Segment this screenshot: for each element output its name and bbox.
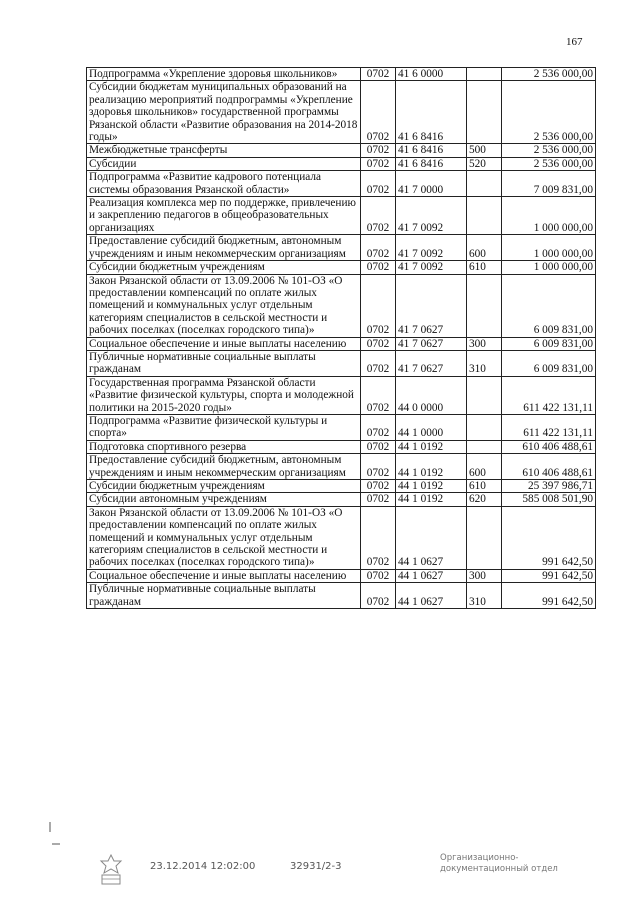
row-section-cell: 0702: [361, 337, 396, 350]
table-row: [87, 337, 596, 350]
row-amount-cell: 585 008 501,90: [502, 493, 596, 506]
row-expense-type-cell: 620: [467, 493, 502, 506]
row-expense-type-cell: 600: [467, 454, 502, 480]
row-name-cell: Социальное обеспечение и иные выплаты населению: [87, 569, 361, 582]
row-section-cell: 0702: [361, 493, 396, 506]
row-expense-type-cell: [467, 414, 502, 440]
table-row: [87, 376, 596, 414]
row-name-cell: Реализация комплекса мер по поддержке, привлечению и закреплению педагогов в общеобразовательных организациях: [87, 197, 361, 235]
row-amount-cell: 25 397 986,71: [502, 480, 596, 493]
stamp-line-2: документационный отдел: [440, 864, 558, 874]
table-row: [87, 506, 596, 569]
row-section-cell: 0702: [361, 583, 396, 609]
row-amount-cell: 2 536 000,00: [502, 81, 596, 144]
row-expense-type-cell: 300: [467, 569, 502, 582]
row-section-cell: 0702: [361, 261, 396, 274]
row-expense-type-cell: 520: [467, 157, 502, 170]
row-amount-cell: 1 000 000,00: [502, 197, 596, 235]
row-name-cell: Предоставление субсидий бюджетным, автономным учреждениям и иным некоммерческим организациям: [87, 235, 361, 261]
table-row: [87, 171, 596, 197]
row-section-cell: 0702: [361, 480, 396, 493]
row-section-cell: 0702: [361, 454, 396, 480]
row-expense-type-cell: [467, 171, 502, 197]
row-section-cell: 0702: [361, 376, 396, 414]
table-row: [87, 261, 596, 274]
row-target-code-cell: 41 7 0092: [396, 197, 467, 235]
row-amount-cell: 2 536 000,00: [502, 144, 596, 157]
department-stamp: [440, 853, 558, 875]
row-name-cell: Субсидии бюджетным учреждениям: [87, 261, 361, 274]
row-target-code-cell: 41 6 8416: [396, 157, 467, 170]
row-name-cell: Подпрограмма «Развитие физической культуры и спорта»: [87, 414, 361, 440]
budget-table: [86, 67, 596, 609]
row-target-code-cell: 41 7 0092: [396, 261, 467, 274]
row-expense-type-cell: 310: [467, 350, 502, 376]
row-amount-cell: 6 009 831,00: [502, 350, 596, 376]
row-amount-cell: 1 000 000,00: [502, 261, 596, 274]
row-target-code-cell: 44 1 0192: [396, 454, 467, 480]
row-name-cell: Государственная программа Рязанской области «Развитие физической культуры, спорта и молодежной политики на 2015-2020 годы»: [87, 376, 361, 414]
table-row: [87, 414, 596, 440]
row-section-cell: 0702: [361, 569, 396, 582]
row-section-cell: 0702: [361, 274, 396, 337]
row-target-code-cell: 44 1 0000: [396, 414, 467, 440]
row-target-code-cell: 41 6 8416: [396, 144, 467, 157]
row-amount-cell: 6 009 831,00: [502, 274, 596, 337]
row-section-cell: 0702: [361, 81, 396, 144]
row-target-code-cell: 41 6 8416: [396, 81, 467, 144]
row-expense-type-cell: 600: [467, 235, 502, 261]
row-expense-type-cell: 610: [467, 261, 502, 274]
row-name-cell: Субсидии бюджетным учреждениям: [87, 480, 361, 493]
row-expense-type-cell: [467, 197, 502, 235]
row-target-code-cell: 41 7 0092: [396, 235, 467, 261]
row-expense-type-cell: [467, 81, 502, 144]
row-section-cell: 0702: [361, 157, 396, 170]
row-target-code-cell: 41 7 0627: [396, 337, 467, 350]
row-target-code-cell: 44 1 0627: [396, 583, 467, 609]
row-target-code-cell: 44 1 0192: [396, 440, 467, 453]
row-expense-type-cell: 500: [467, 144, 502, 157]
row-name-cell: Субсидии: [87, 157, 361, 170]
row-target-code-cell: 44 1 0192: [396, 480, 467, 493]
row-name-cell: Закон Рязанской области от 13.09.2006 № 101-ОЗ «О предоставлении компенсаций по оплате жилых помещений и коммунальных услуг отдельным категориям специалистов в сельской местности и рабочих поселках (поселках городского типа)»: [87, 506, 361, 569]
organization-seal-icon: [96, 853, 126, 887]
footer-date: 23.12.2014 12:02:00: [150, 861, 256, 872]
row-name-cell: Подготовка спортивного резерва: [87, 440, 361, 453]
row-target-code-cell: 41 7 0627: [396, 350, 467, 376]
row-amount-cell: 2 536 000,00: [502, 157, 596, 170]
row-expense-type-cell: [467, 506, 502, 569]
row-target-code-cell: 44 1 0627: [396, 569, 467, 582]
table-row: [87, 274, 596, 337]
row-name-cell: Субсидии бюджетам муниципальных образований на реализацию мероприятий подпрограммы «Укрепление здоровья школьников» государственной программы Рязанской области «Развитие образования на 2014-2018 годы»: [87, 81, 361, 144]
table-row: [87, 454, 596, 480]
row-target-code-cell: 44 1 0627: [396, 506, 467, 569]
row-section-cell: 0702: [361, 440, 396, 453]
table-row: [87, 197, 596, 235]
row-name-cell: Предоставление субсидий бюджетным, автономным учреждениям и иным некоммерческим организациям: [87, 454, 361, 480]
table-row: [87, 569, 596, 582]
row-name-cell: Подпрограмма «Развитие кадрового потенциала системы образования Рязанской области»: [87, 171, 361, 197]
table-row: [87, 480, 596, 493]
table-row: [87, 157, 596, 170]
row-amount-cell: 6 009 831,00: [502, 337, 596, 350]
row-amount-cell: 991 642,50: [502, 506, 596, 569]
table-row: [87, 583, 596, 609]
table-row: [87, 350, 596, 376]
table-row: [87, 144, 596, 157]
row-expense-type-cell: 610: [467, 480, 502, 493]
row-name-cell: Субсидии автономным учреждениям: [87, 493, 361, 506]
row-amount-cell: 991 642,50: [502, 569, 596, 582]
row-amount-cell: 610 406 488,61: [502, 454, 596, 480]
row-amount-cell: 1 000 000,00: [502, 235, 596, 261]
row-target-code-cell: 41 7 0000: [396, 171, 467, 197]
row-name-cell: Подпрограмма «Укрепление здоровья школьников»: [87, 68, 361, 81]
page-number: 167: [566, 36, 583, 48]
footer-document-number: 32931/2-3: [290, 861, 342, 872]
row-amount-cell: 611 422 131,11: [502, 376, 596, 414]
row-section-cell: 0702: [361, 68, 396, 81]
row-section-cell: 0702: [361, 414, 396, 440]
row-amount-cell: 7 009 831,00: [502, 171, 596, 197]
row-amount-cell: 2 536 000,00: [502, 68, 596, 81]
row-name-cell: Межбюджетные трансферты: [87, 144, 361, 157]
row-section-cell: 0702: [361, 171, 396, 197]
table-row: [87, 235, 596, 261]
row-name-cell: Публичные нормативные социальные выплаты гражданам: [87, 350, 361, 376]
row-target-code-cell: 44 0 0000: [396, 376, 467, 414]
row-expense-type-cell: [467, 440, 502, 453]
table-row: [87, 493, 596, 506]
row-expense-type-cell: [467, 274, 502, 337]
table-row: [87, 81, 596, 144]
row-section-cell: 0702: [361, 506, 396, 569]
row-amount-cell: 611 422 131,11: [502, 414, 596, 440]
page-footer: [0, 853, 640, 893]
row-name-cell: Публичные нормативные социальные выплаты гражданам: [87, 583, 361, 609]
row-name-cell: Социальное обеспечение и иные выплаты населению: [87, 337, 361, 350]
row-section-cell: 0702: [361, 144, 396, 157]
row-amount-cell: 610 406 488,61: [502, 440, 596, 453]
row-section-cell: 0702: [361, 350, 396, 376]
row-expense-type-cell: 310: [467, 583, 502, 609]
budget-table-body: [87, 68, 596, 609]
row-expense-type-cell: [467, 376, 502, 414]
row-expense-type-cell: 300: [467, 337, 502, 350]
row-expense-type-cell: [467, 68, 502, 81]
row-section-cell: 0702: [361, 197, 396, 235]
row-name-cell: Закон Рязанской области от 13.09.2006 № 101-ОЗ «О предоставлении компенсаций по оплате жилых помещений и коммунальных услуг отдельным категориям специалистов в сельской местности и рабочих поселках (поселках городского типа)»: [87, 274, 361, 337]
row-target-code-cell: 44 1 0192: [396, 493, 467, 506]
row-section-cell: 0702: [361, 235, 396, 261]
row-amount-cell: 991 642,50: [502, 583, 596, 609]
stamp-line-1: Организационно-: [440, 853, 519, 863]
table-row: [87, 440, 596, 453]
row-target-code-cell: 41 7 0627: [396, 274, 467, 337]
row-target-code-cell: 41 6 0000: [396, 68, 467, 81]
table-row: [87, 68, 596, 81]
